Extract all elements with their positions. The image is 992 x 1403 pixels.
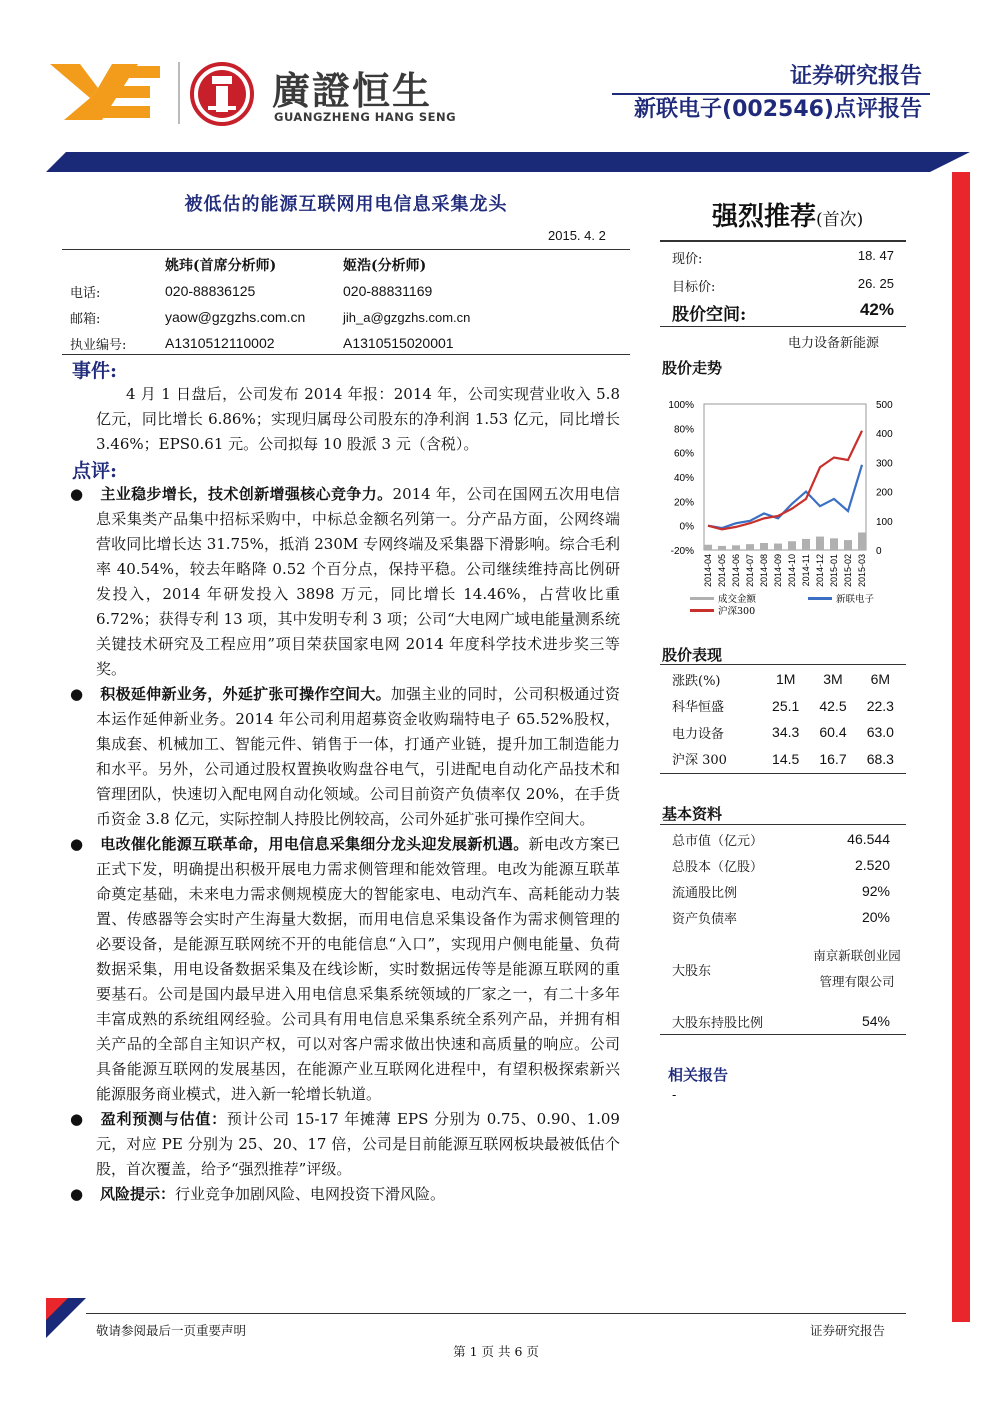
basic-rule xyxy=(660,824,906,825)
volume-bar xyxy=(774,544,782,550)
y-left-tick-label: 80% xyxy=(673,424,694,436)
performance-bottom-rule xyxy=(660,773,906,774)
volume-bar xyxy=(802,539,810,550)
logo-separator xyxy=(178,62,180,124)
y-right-tick-label: 300 xyxy=(876,458,893,470)
x-tick-label: 2014-07 xyxy=(745,554,755,588)
industry-tag: 电力设备新能源 xyxy=(788,336,880,351)
trend-heading: 股价走势 xyxy=(662,359,723,377)
guangzheng-seal-icon xyxy=(190,62,254,126)
rating-rule xyxy=(660,240,906,242)
rating xyxy=(712,196,863,233)
x-tick-label: 2015-01 xyxy=(829,554,839,588)
footer-disclaimer: 敬请参阅最后一页重要声明 xyxy=(96,1323,247,1338)
report-type: 证券研究报告 xyxy=(789,64,922,89)
x-tick-label: 2014-12 xyxy=(815,554,825,588)
rating-note: (首次) xyxy=(816,210,864,230)
legend-label: 沪深300 xyxy=(718,606,756,617)
volume-bar xyxy=(844,540,852,550)
y-right-tick-label: 500 xyxy=(876,400,893,411)
table-row: 大股东 南京新联创业园管理有限公司 xyxy=(672,948,901,989)
review-body xyxy=(70,482,620,1207)
bullet-icon: ● xyxy=(70,1110,84,1128)
table-row: 流通股比例 92% xyxy=(672,883,890,901)
y-left-tick-label: 100% xyxy=(668,400,694,411)
table-row: 总股本（亿股） 2.520 xyxy=(672,857,890,875)
performance-heading: 股价表现 xyxy=(662,646,723,664)
report-date: 2015. 4. 2 xyxy=(548,228,606,243)
page-number: 第 1 页 共 6 页 xyxy=(453,1344,539,1359)
volume-bar xyxy=(718,546,726,550)
y-right-tick-label: 400 xyxy=(876,429,893,441)
y-right-tick-label: 200 xyxy=(876,487,893,499)
y-left-tick-label: -20% xyxy=(670,546,694,557)
legend-swatch xyxy=(808,597,832,600)
price-rule xyxy=(660,326,906,327)
license-label: 执业编号: xyxy=(70,337,127,353)
rating-label: 强烈推荐 xyxy=(712,202,817,232)
analyst-table xyxy=(70,252,470,356)
footer-corner-red xyxy=(46,1298,68,1320)
phone-value: 020-88831169 xyxy=(343,283,433,299)
x-tick-label: 2014-04 xyxy=(703,554,713,588)
analyst-name: 姬浩(分析师) xyxy=(343,258,427,274)
review-bullet: ● 主业稳步增长，技术创新增强核心竞争力。2014 年，公司在国网五次用电信息采集类产品集中招标采购中，中标总金额名列第一。分产品方面，公网终端营收同比增长达 31.75%，抵消 230M 专网终端及采集器下滑影响。综合毛利率 40.54%，较去年略降 0.52 个百分点，保持平稳。公司继续维持高比例研发投入，2014 年研发投入 3898 万元，同比增长 14.46%，占营收比重 6.72%；获得专利 13 项，其中发明专利 3 项；公司“大电网广域电能量测系统关键技术研究及工程应用”项目荣获国家电网 2014 年度科学技术进步奖三等奖。 xyxy=(96,482,620,682)
series-line xyxy=(708,431,862,530)
brand-name-en: GUANGZHENG HANG SENG xyxy=(274,110,457,124)
bullet-icon: ● xyxy=(70,835,84,853)
review-bullet: ● 积极延伸新业务，外延扩张可操作空间大。加强主业的同时，公司积极通过资本运作延伸新业务。2014 年公司利用超募资金收购瑞特电子 65.52%股权，集成套、机械加工、智能元件、销售于一体，打通产业链，提升加工制造能力和水平。另外，公司通过股权置换收购盘谷电气，引进配电自动化产品技术和管理团队，快速切入配电网自动化领域。公司目前资产负债率仅 20%，在手货币资金 3.8 亿元，实际控制人持股比例较高，公司外延扩张可操作空间大。 xyxy=(96,682,620,832)
event-heading: 事件: xyxy=(72,360,118,382)
phone-label: 电话: xyxy=(70,285,101,301)
legend-label: 新联电子 xyxy=(836,594,875,605)
license-value: A1310515020001 xyxy=(343,335,454,351)
yuesheng-logo-icon xyxy=(50,58,162,126)
x-tick-label: 2014-06 xyxy=(731,554,741,588)
target-price: 目标价: 26. 25 xyxy=(672,276,894,295)
license-value: A1310512110002 xyxy=(165,335,275,351)
event-text xyxy=(96,382,620,457)
x-tick-label: 2015-03 xyxy=(857,554,867,588)
legend-label: 成交金额 xyxy=(718,594,757,605)
performance-rule xyxy=(660,664,906,665)
related-text: - xyxy=(672,1088,677,1103)
bullet-icon: ● xyxy=(70,685,84,703)
x-tick-label: 2015-02 xyxy=(843,554,853,588)
y-left-tick-label: 60% xyxy=(673,448,694,460)
report-title: 新联电子(002546)点评报告 xyxy=(634,97,922,122)
related-heading: 相关报告 xyxy=(668,1066,729,1084)
volume-bar xyxy=(830,538,838,550)
volume-bar xyxy=(704,545,712,550)
volume-bar xyxy=(858,532,866,550)
right-bar-corner xyxy=(930,152,970,172)
report-header xyxy=(634,62,922,128)
volume-bar xyxy=(760,543,768,550)
email-label: 邮箱: xyxy=(70,311,101,327)
basic-heading: 基本资料 xyxy=(662,805,723,823)
header-rule xyxy=(612,93,930,95)
table-row: 资产负债率 20% xyxy=(672,909,890,927)
legend-swatch xyxy=(690,609,714,612)
y-right-tick-label: 100 xyxy=(876,516,893,528)
email-link[interactable]: jih_a@gzgzhs.com.cn xyxy=(343,309,471,325)
x-tick-label: 2014-08 xyxy=(759,554,769,588)
title-rule xyxy=(62,249,630,250)
email-link[interactable]: yaow@gzgzhs.com.cn xyxy=(165,309,306,325)
table-row: 涨跌(%) 1M 3M 6M xyxy=(672,671,891,689)
x-tick-label: 2014-09 xyxy=(773,554,783,588)
table-row: 总市值（亿元） 46.544 xyxy=(672,831,890,849)
basic-table xyxy=(664,826,904,1034)
footer-label: 证券研究报告 xyxy=(810,1323,886,1338)
x-tick-label: 2014-05 xyxy=(717,554,727,588)
y-left-tick-label: 0% xyxy=(679,521,694,533)
upside: 股价空间: 42% xyxy=(672,300,894,325)
review-heading: 点评: xyxy=(72,460,118,482)
volume-bar xyxy=(746,544,754,550)
volume-bar xyxy=(732,545,740,550)
volume-bar xyxy=(816,537,824,550)
brand-name-cn: 廣證恒生 xyxy=(272,69,433,113)
review-bullet: ● 风险提示：行业竞争加剧风险、电网投资下滑风险。 xyxy=(96,1182,620,1207)
y-right-tick-label: 0 xyxy=(876,546,882,557)
event-paragraph: 4 月 1 日盘后，公司发布 2014 年报：2014 年，公司实现营业收入 5.8 亿元，同比增长 6.86%；实现归属母公司股东的净利润 1.53 亿元，同比增长 3.46%；EPS0.61 元。公司拟每 10 股派 3 元（含税）。 xyxy=(96,385,620,453)
current-price: 现价: 18. 47 xyxy=(672,248,894,267)
y-left-tick-label: 40% xyxy=(673,473,694,484)
review-bullet: ● 电改催化能源互联革命，用电信息采集细分龙头迎发展新机遇。新电改方案已正式下发，明确提出积极开展电力需求侧管理和能效管理。电改为能源互联革命奠定基础，未来电力需求侧规模庞大的智能家电、电动汽车、高耗能动力装置、传感器等会实时产生海量大数据，而用电信息采集设备作为需求侧管理的必要设备，是能源互联网统不开的电能信息“入口”，实现用户侧电能量、负荷数据采集，用电设备数据采集及在线诊断，实时数据远传等是能源互联网的重要基石。公司是国内最早进入用电信息采集系统领域的厂家之一，有二十多年丰富成熟的系统组网经验。公司具有用电信息采集系统全系列产品，并拥有相关产品的全部自主知识产权，可以对客户需求做出快速和高质量的响应。公司具备能源互联网的发展基因，在能源产业互联网化进程中，有望积极探索新兴能源服务商业模式，进入新一轮增长轨道。 xyxy=(96,832,620,1107)
right-red-bar xyxy=(952,172,970,1322)
table-row: 大股东持股比例 54% xyxy=(672,1013,890,1031)
analyst-rule xyxy=(62,354,630,355)
bullet-icon: ● xyxy=(70,485,84,503)
table-row: 电力设备 34.3 60.4 63.0 xyxy=(672,724,894,742)
header-banner xyxy=(46,152,930,172)
series-line xyxy=(708,465,862,528)
table-row: 沪深 300 14.5 16.7 68.3 xyxy=(672,750,894,769)
banner-corner xyxy=(46,152,66,172)
analyst-name: 姚玮(首席分析师) xyxy=(165,258,277,274)
x-tick-label: 2014-11 xyxy=(801,554,811,587)
x-tick-label: 2014-10 xyxy=(787,554,797,588)
page-title: 被低估的能源互联网用电信息采集龙头 xyxy=(184,194,508,215)
footer-rule xyxy=(86,1313,906,1314)
table-row: 科华恒盛 25.1 42.5 22.3 xyxy=(672,697,894,716)
review-bullet: ● 盈利预测与估值：预计公司 15-17 年摊薄 EPS 分别为 0.75、0.90、1.09 元，对应 PE 分别为 25、20、17 倍，公司是目前能源互联网板块最被低估个股，首次覆盖，给予“强烈推荐”评级。 xyxy=(96,1107,620,1182)
y-left-tick-label: 20% xyxy=(673,497,694,509)
performance-table xyxy=(664,666,904,772)
phone-value: 020-88836125 xyxy=(165,283,256,299)
legend-swatch xyxy=(690,597,714,600)
basic-bottom-rule xyxy=(660,1034,906,1035)
price-trend-chart xyxy=(660,390,910,630)
bullet-icon: ● xyxy=(70,1185,84,1203)
volume-bar xyxy=(788,541,796,550)
